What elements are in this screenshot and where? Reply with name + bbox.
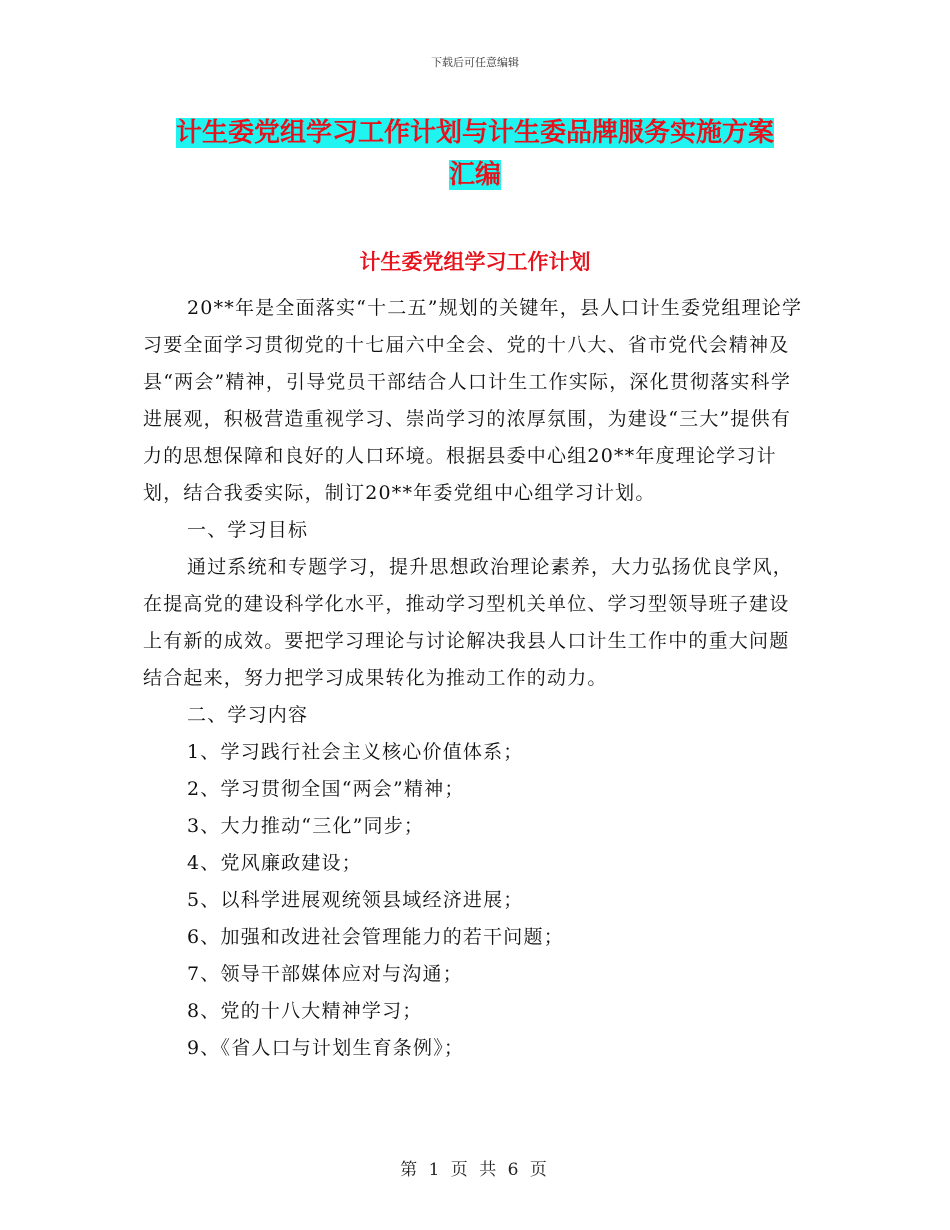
list-item: 7、领导干部媒体应对与沟通；	[187, 963, 463, 985]
header-note: 下载后可任意编辑	[431, 56, 519, 69]
document-body	[143, 290, 807, 1067]
document-title-line2: 汇编	[448, 160, 501, 190]
list-item: 2、学习贯彻全国“两会”精神；	[187, 778, 465, 800]
section-title: 计生委党组学习工作计划	[359, 250, 591, 274]
list-item: 6、加强和改进社会管理能力的若干问题；	[187, 926, 564, 948]
list-item: 8、党的十八大精神学习；	[187, 1000, 423, 1022]
document-title	[140, 112, 810, 196]
heading-learning-goals: 一、学习目标	[187, 519, 309, 541]
goal-paragraph: 通过系统和专题学习，提升思想政治理论素养，大力弘扬优良学风，在提高党的建设科学化水平，推动学习型机关单位、学习型领导班子建设上有新的成效。要把学习理论与讨论解决我县人口计生工作中的重大问题结合起来，努力把学习成果转化为推动工作的动力。	[143, 556, 794, 689]
list-item: 3、大力推动“三化”同步；	[187, 815, 425, 837]
list-item: 4、党风廉政建设；	[187, 852, 362, 874]
list-item: 5、以科学进展观统领县域经济进展；	[187, 889, 524, 911]
list-item: 1、学习践行社会主义核心价值体系；	[187, 741, 524, 763]
intro-paragraph: 20**年是全面落实“十二五”规划的关键年，县人口计生委党组理论学习要全面学习贯彻党的十七届六中全会、党的十八大、省市党代会精神及县“两会”精神，引导党员干部结合人口计生工作实际，深化贯彻落实科学进展观，积极营造重视学习、崇尚学习的浓厚氛围，为建设“三大”提供有力的思想保障和良好的人口环境。根据县委中心组20**年度理论学习计划，结合我委实际，制订20**年委党组中心组学习计划。	[143, 297, 803, 504]
list-item: 9、《省人口与计划生育条例》；	[187, 1037, 465, 1059]
page-footer: 第 1 页 共 6 页	[400, 1160, 550, 1180]
document-title-line1: 计生委党组学习工作计划与计生委品牌服务实施方案	[175, 118, 774, 148]
heading-learning-content: 二、学习内容	[187, 704, 309, 726]
